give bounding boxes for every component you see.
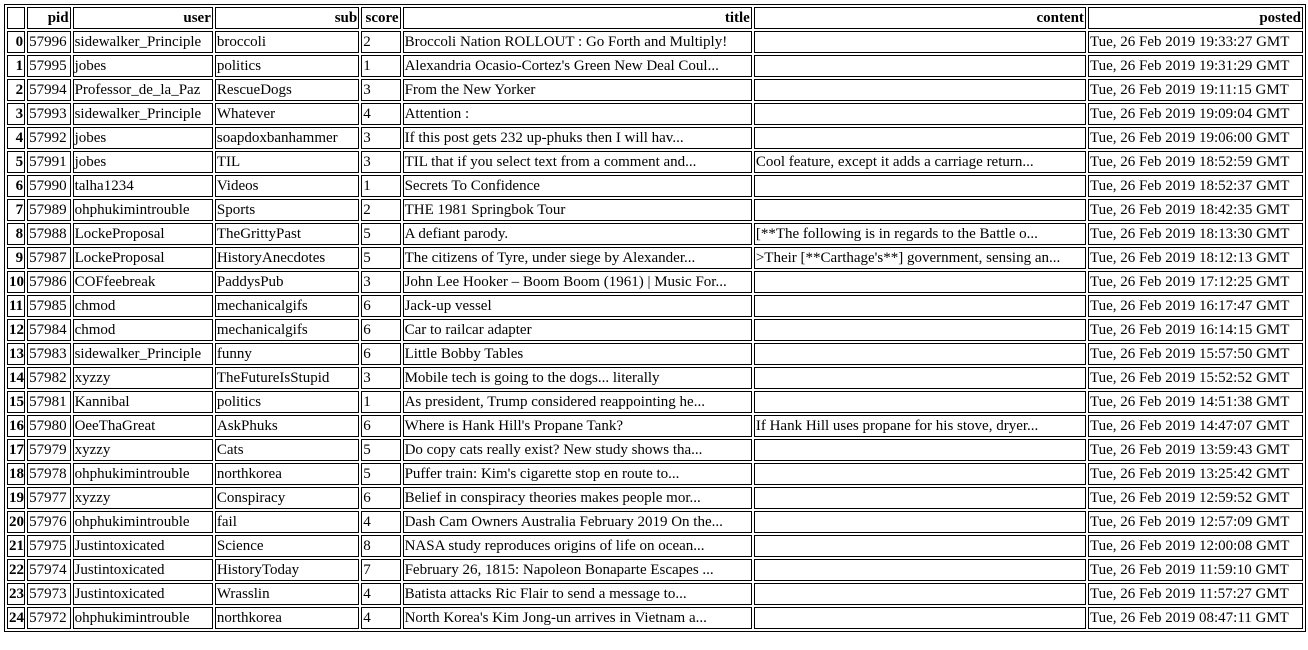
row-index: 14 [7,367,25,389]
cell-sub: AskPhuks [215,415,359,437]
cell-score: 6 [361,487,400,509]
cell-title: From the New Yorker [403,79,752,101]
cell-content [754,103,1086,125]
cell-content [754,511,1086,533]
cell-sub: politics [215,55,359,77]
table-row [7,103,1303,125]
cell-pid: 57982 [27,367,70,389]
cell-user: sidewalker_Principle [73,103,213,125]
cell-sub: mechanicalgifs [215,295,359,317]
cell-content [754,127,1086,149]
row-index: 1 [7,55,25,77]
cell-content [754,175,1086,197]
cell-user: xyzzy [73,439,213,461]
cell-user: Justintoxicated [73,583,213,605]
cell-posted: Tue, 26 Feb 2019 19:33:27 GMT [1088,31,1303,53]
row-index: 5 [7,151,25,173]
cell-score: 8 [361,535,400,557]
cell-title: TIL that if you select text from a comment and... [403,151,752,173]
cell-content [754,583,1086,605]
cell-content [754,295,1086,317]
table-row [7,79,1303,101]
cell-score: 3 [361,79,400,101]
cell-pid: 57978 [27,463,70,485]
cell-score: 3 [361,151,400,173]
row-index: 3 [7,103,25,125]
column-header-posted: posted [1088,7,1303,29]
table-row [7,343,1303,365]
cell-user: jobes [73,127,213,149]
row-index: 19 [7,487,25,509]
cell-user: ohphukimintrouble [73,463,213,485]
cell-title: Dash Cam Owners Australia February 2019 On the... [403,511,752,533]
cell-posted: Tue, 26 Feb 2019 18:12:13 GMT [1088,247,1303,269]
table-row [7,439,1303,461]
cell-pid: 57972 [27,607,70,629]
cell-content [754,559,1086,581]
cell-score: 2 [361,31,400,53]
cell-pid: 57980 [27,415,70,437]
cell-score: 6 [361,415,400,437]
cell-sub: Cats [215,439,359,461]
cell-title: Do copy cats really exist? New study shows tha... [403,439,752,461]
cell-score: 1 [361,55,400,77]
cell-posted: Tue, 26 Feb 2019 13:25:42 GMT [1088,463,1303,485]
cell-content: [**The following is in regards to the Battle o... [754,223,1086,245]
cell-title: Attention : [403,103,752,125]
row-index: 20 [7,511,25,533]
cell-pid: 57981 [27,391,70,413]
cell-pid: 57990 [27,175,70,197]
cell-score: 3 [361,127,400,149]
cell-sub: fail [215,511,359,533]
cell-sub: funny [215,343,359,365]
cell-user: OeeThaGreat [73,415,213,437]
cell-sub: Sports [215,199,359,221]
row-index: 15 [7,391,25,413]
cell-content [754,535,1086,557]
cell-posted: Tue, 26 Feb 2019 18:42:35 GMT [1088,199,1303,221]
table-row [7,367,1303,389]
table-body [7,31,1303,629]
table-row [7,415,1303,437]
cell-posted: Tue, 26 Feb 2019 19:06:00 GMT [1088,127,1303,149]
cell-posted: Tue, 26 Feb 2019 18:52:59 GMT [1088,151,1303,173]
table-row [7,247,1303,269]
cell-title: Little Bobby Tables [403,343,752,365]
cell-posted: Tue, 26 Feb 2019 14:47:07 GMT [1088,415,1303,437]
cell-posted: Tue, 26 Feb 2019 11:59:10 GMT [1088,559,1303,581]
cell-score: 5 [361,223,400,245]
cell-content [754,607,1086,629]
cell-posted: Tue, 26 Feb 2019 16:14:15 GMT [1088,319,1303,341]
cell-posted: Tue, 26 Feb 2019 18:52:37 GMT [1088,175,1303,197]
cell-pid: 57979 [27,439,70,461]
cell-posted: Tue, 26 Feb 2019 19:09:04 GMT [1088,103,1303,125]
cell-pid: 57985 [27,295,70,317]
cell-score: 6 [361,295,400,317]
row-index: 17 [7,439,25,461]
cell-sub: HistoryToday [215,559,359,581]
cell-pid: 57976 [27,511,70,533]
cell-score: 3 [361,271,400,293]
cell-pid: 57987 [27,247,70,269]
cell-score: 6 [361,343,400,365]
cell-title: North Korea's Kim Jong-un arrives in Vietnam a... [403,607,752,629]
cell-sub: mechanicalgifs [215,319,359,341]
cell-score: 6 [361,319,400,341]
column-header-title: title [403,7,752,29]
table-row [7,487,1303,509]
cell-posted: Tue, 26 Feb 2019 15:52:52 GMT [1088,367,1303,389]
cell-score: 2 [361,199,400,221]
cell-score: 3 [361,367,400,389]
cell-content [754,439,1086,461]
cell-content [754,31,1086,53]
cell-pid: 57977 [27,487,70,509]
header-row [7,7,1303,29]
cell-content [754,79,1086,101]
cell-sub: Conspiracy [215,487,359,509]
table-row [7,55,1303,77]
cell-pid: 57975 [27,535,70,557]
cell-pid: 57991 [27,151,70,173]
cell-sub: Wrasslin [215,583,359,605]
cell-sub: northkorea [215,463,359,485]
cell-sub: Science [215,535,359,557]
cell-title: Broccoli Nation ROLLOUT : Go Forth and Multiply! [403,31,752,53]
cell-user: xyzzy [73,487,213,509]
cell-pid: 57974 [27,559,70,581]
row-index: 12 [7,319,25,341]
table-row [7,223,1303,245]
cell-title: A defiant parody. [403,223,752,245]
cell-pid: 57973 [27,583,70,605]
cell-score: 1 [361,175,400,197]
cell-title: Belief in conspiracy theories makes people mor... [403,487,752,509]
cell-posted: Tue, 26 Feb 2019 16:17:47 GMT [1088,295,1303,317]
cell-title: If this post gets 232 up-phuks then I will hav... [403,127,752,149]
cell-posted: Tue, 26 Feb 2019 12:57:09 GMT [1088,511,1303,533]
cell-user: sidewalker_Principle [73,31,213,53]
table-row [7,271,1303,293]
cell-score: 4 [361,583,400,605]
table-row [7,319,1303,341]
cell-title: NASA study reproduces origins of life on ocean... [403,535,752,557]
cell-user: LockeProposal [73,223,213,245]
cell-score: 4 [361,607,400,629]
cell-content [754,487,1086,509]
row-index: 6 [7,175,25,197]
cell-pid: 57986 [27,271,70,293]
cell-sub: HistoryAnecdotes [215,247,359,269]
cell-pid: 57993 [27,103,70,125]
cell-posted: Tue, 26 Feb 2019 12:59:52 GMT [1088,487,1303,509]
table-row [7,175,1303,197]
cell-sub: TIL [215,151,359,173]
row-index: 0 [7,31,25,53]
row-index: 21 [7,535,25,557]
posts-dataframe-table [4,4,1306,632]
cell-pid: 57983 [27,343,70,365]
cell-pid: 57994 [27,79,70,101]
row-index: 10 [7,271,25,293]
table-row [7,559,1303,581]
cell-content [754,391,1086,413]
cell-user: xyzzy [73,367,213,389]
table-row [7,151,1303,173]
cell-title: Alexandria Ocasio-Cortez's Green New Deal Coul... [403,55,752,77]
cell-sub: politics [215,391,359,413]
cell-pid: 57995 [27,55,70,77]
cell-sub: RescueDogs [215,79,359,101]
cell-user: ohphukimintrouble [73,511,213,533]
cell-title: Puffer train: Kim's cigarette stop en route to... [403,463,752,485]
cell-score: 4 [361,511,400,533]
cell-title: February 26, 1815: Napoleon Bonaparte Escapes ... [403,559,752,581]
table-row [7,127,1303,149]
cell-sub: Videos [215,175,359,197]
cell-user: Justintoxicated [73,535,213,557]
cell-title: Where is Hank Hill's Propane Tank? [403,415,752,437]
cell-user: ohphukimintrouble [73,607,213,629]
cell-sub: broccoli [215,31,359,53]
column-header-content: content [754,7,1086,29]
cell-posted: Tue, 26 Feb 2019 19:31:29 GMT [1088,55,1303,77]
cell-content [754,199,1086,221]
cell-title: The citizens of Tyre, under siege by Alexander... [403,247,752,269]
cell-score: 5 [361,439,400,461]
table-row [7,463,1303,485]
table-row [7,31,1303,53]
cell-user: sidewalker_Principle [73,343,213,365]
cell-content [754,319,1086,341]
cell-title: Car to railcar adapter [403,319,752,341]
cell-posted: Tue, 26 Feb 2019 12:00:08 GMT [1088,535,1303,557]
cell-content: >Their [**Carthage's**] government, sensing an... [754,247,1086,269]
cell-content [754,343,1086,365]
row-index: 9 [7,247,25,269]
cell-title: Batista attacks Ric Flair to send a message to... [403,583,752,605]
cell-pid: 57984 [27,319,70,341]
table-row [7,607,1303,629]
cell-pid: 57989 [27,199,70,221]
row-index: 13 [7,343,25,365]
cell-user: Professor_de_la_Paz [73,79,213,101]
cell-user: jobes [73,151,213,173]
table-row [7,391,1303,413]
column-header-index [7,7,25,29]
row-index: 22 [7,559,25,581]
cell-sub: soapdoxbanhammer [215,127,359,149]
column-header-sub: sub [215,7,359,29]
cell-user: LockeProposal [73,247,213,269]
cell-user: Kannibal [73,391,213,413]
cell-score: 4 [361,103,400,125]
cell-posted: Tue, 26 Feb 2019 11:57:27 GMT [1088,583,1303,605]
cell-user: Justintoxicated [73,559,213,581]
cell-content [754,271,1086,293]
cell-posted: Tue, 26 Feb 2019 08:47:11 GMT [1088,607,1303,629]
row-index: 18 [7,463,25,485]
table-row [7,511,1303,533]
column-header-score: score [361,7,400,29]
cell-score: 1 [361,391,400,413]
cell-sub: northkorea [215,607,359,629]
cell-title: Mobile tech is going to the dogs... literally [403,367,752,389]
cell-score: 5 [361,247,400,269]
table-row [7,535,1303,557]
cell-posted: Tue, 26 Feb 2019 18:13:30 GMT [1088,223,1303,245]
row-index: 24 [7,607,25,629]
cell-pid: 57992 [27,127,70,149]
cell-sub: PaddysPub [215,271,359,293]
cell-title: John Lee Hooker – Boom Boom (1961) | Music For... [403,271,752,293]
cell-posted: Tue, 26 Feb 2019 17:12:25 GMT [1088,271,1303,293]
cell-score: 5 [361,463,400,485]
cell-posted: Tue, 26 Feb 2019 13:59:43 GMT [1088,439,1303,461]
cell-title: Secrets To Confidence [403,175,752,197]
row-index: 16 [7,415,25,437]
row-index: 2 [7,79,25,101]
cell-posted: Tue, 26 Feb 2019 14:51:38 GMT [1088,391,1303,413]
row-index: 7 [7,199,25,221]
cell-user: chmod [73,295,213,317]
cell-pid: 57988 [27,223,70,245]
row-index: 11 [7,295,25,317]
table-row [7,583,1303,605]
cell-posted: Tue, 26 Feb 2019 19:11:15 GMT [1088,79,1303,101]
table-row [7,199,1303,221]
cell-user: talha1234 [73,175,213,197]
cell-user: chmod [73,319,213,341]
cell-content: If Hank Hill uses propane for his stove, dryer... [754,415,1086,437]
cell-title: THE 1981 Springbok Tour [403,199,752,221]
cell-content [754,367,1086,389]
cell-user: COFfeebreak [73,271,213,293]
cell-sub: TheFutureIsStupid [215,367,359,389]
cell-content [754,463,1086,485]
cell-pid: 57996 [27,31,70,53]
table-row [7,295,1303,317]
cell-score: 7 [361,559,400,581]
cell-posted: Tue, 26 Feb 2019 15:57:50 GMT [1088,343,1303,365]
cell-user: ohphukimintrouble [73,199,213,221]
cell-user: jobes [73,55,213,77]
row-index: 8 [7,223,25,245]
column-header-user: user [73,7,213,29]
cell-sub: Whatever [215,103,359,125]
row-index: 4 [7,127,25,149]
cell-content: Cool feature, except it adds a carriage return... [754,151,1086,173]
row-index: 23 [7,583,25,605]
cell-sub: TheGrittyPast [215,223,359,245]
cell-title: Jack-up vessel [403,295,752,317]
cell-title: As president, Trump considered reappointing he... [403,391,752,413]
column-header-pid: pid [27,7,70,29]
cell-content [754,55,1086,77]
